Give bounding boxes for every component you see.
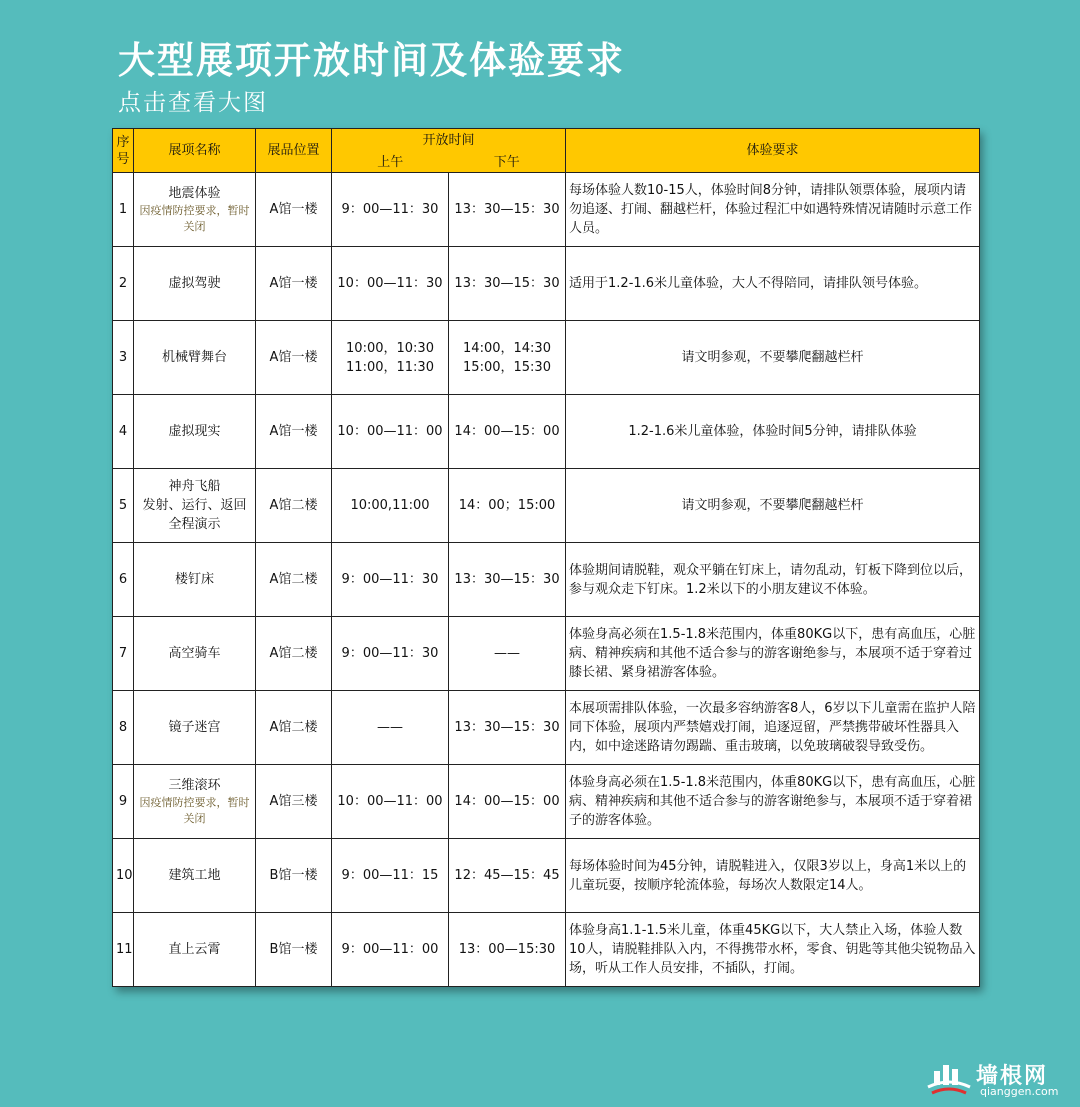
exhibit-name: 楼钉床 — [174, 572, 214, 587]
am-time-cell — [332, 321, 449, 395]
pm-time: 13：30—15：30 — [454, 276, 560, 291]
pm-time: 12：45—15：45 — [454, 868, 560, 883]
exhibit-name: 神舟飞船 发射、运行、返回 全程演示 — [142, 479, 247, 532]
am-time: 9：00—11：30 — [341, 202, 439, 217]
exhibit-name-cell — [134, 247, 256, 321]
am-time-cell — [332, 543, 449, 617]
exhibit-location: A馆二楼 — [256, 691, 332, 765]
pm-time: 13：30—15：30 — [454, 202, 560, 217]
am-time-cell — [332, 395, 449, 469]
exhibit-name-cell — [134, 617, 256, 691]
am-time: 11:00，11:30 — [346, 359, 434, 375]
pm-time-cell — [449, 765, 566, 839]
pm-time: 14:00，14:30 — [463, 340, 551, 356]
row-index: 5 — [113, 469, 134, 543]
exhibit-location: B馆一楼 — [256, 839, 332, 913]
pm-time: 14：00；15:00 — [458, 498, 556, 513]
exhibit-name-cell — [134, 469, 256, 543]
col-header-name: 展项名称 — [134, 129, 256, 173]
experience-requirements: 每场体验人数10-15人，体验时间8分钟，请排队领票体验，展项内请勿追逐、打闹、翻越栏杆，体验过程汇中如遇特殊情况请随时示意工作人员。 — [566, 173, 980, 247]
watermark — [924, 1055, 1074, 1103]
am-time: 10：00—11：00 — [337, 424, 443, 439]
exhibit-name-cell — [134, 765, 256, 839]
am-time: 9：00—11：00 — [341, 942, 439, 957]
experience-requirements: 体验身高必须在1.5-1.8米范围内，体重80KG以下，患有高血压，心脏病、精神疾病和其他不适合参与的游客谢绝参与，本展项不适于穿着过膝长裙、紧身裙游客体验。 — [566, 617, 980, 691]
exhibit-location: A馆一楼 — [256, 173, 332, 247]
pm-time-cell — [449, 913, 566, 987]
am-time-cell — [332, 469, 449, 543]
col-header-open-time: 开放时间 — [332, 129, 566, 153]
experience-requirements: 每场体验时间为45分钟，请脱鞋进入，仅限3岁以上，身高1米以上的儿童玩耍，按顺序轮流体验，每场次人数限定14人。 — [566, 839, 980, 913]
am-time: 10：00—11：30 — [337, 276, 443, 291]
exhibit-name: 地震体验 — [168, 186, 221, 201]
row-index: 10 — [113, 839, 134, 913]
exhibit-name-cell — [134, 395, 256, 469]
watermark-text: 墙根网 — [976, 1064, 1049, 1089]
row-index: 11 — [113, 913, 134, 987]
row-index: 7 — [113, 617, 134, 691]
am-time: 10:00,11:00 — [350, 498, 430, 513]
exhibit-location: A馆一楼 — [256, 321, 332, 395]
pm-time: —— — [494, 646, 520, 661]
experience-requirements: 请文明参观，不要攀爬翻越栏杆 — [566, 321, 980, 395]
exhibit-name-cell — [134, 321, 256, 395]
closure-note: 因疫情防控要求，暂时关闭 — [139, 204, 250, 233]
row-index: 6 — [113, 543, 134, 617]
exhibit-name: 直上云霄 — [168, 942, 221, 957]
exhibit-name: 三维滚环 — [168, 778, 221, 793]
table-row — [113, 469, 980, 543]
am-time: 9：00—11：30 — [341, 572, 439, 587]
exhibit-location: A馆一楼 — [256, 247, 332, 321]
row-index: 8 — [113, 691, 134, 765]
experience-requirements: 适用于1.2-1.6米儿童体验，大人不得陪同，请排队领号体验。 — [566, 247, 980, 321]
pm-time-cell — [449, 691, 566, 765]
pm-time: 15:00，15:30 — [463, 359, 551, 375]
table-row — [113, 395, 980, 469]
am-time: 10:00，10:30 — [346, 340, 434, 356]
pm-time-cell — [449, 839, 566, 913]
col-header-requirements: 体验要求 — [566, 129, 980, 173]
experience-requirements: 体验身高必须在1.5-1.8米范围内，体重80KG以下，患有高血压，心脏病、精神疾病和其他不适合参与的游客谢绝参与，本展项不适于穿着裙子的游客体验。 — [566, 765, 980, 839]
table-row — [113, 691, 980, 765]
experience-requirements: 体验身高1.1-1.5米儿童，体重45KG以下，大人禁止入场，体验人数10人，请脱鞋排队入内，不得携带水杯，零食、钥匙等其他尖锐物品入场，听从工作人员安排，不插队，打闹。 — [566, 913, 980, 987]
watermark-url: qianggen.com — [980, 1085, 1059, 1098]
am-time-cell — [332, 839, 449, 913]
exhibit-name-cell — [134, 543, 256, 617]
table-row — [113, 617, 980, 691]
table-row — [113, 839, 980, 913]
am-time: 10：00—11：00 — [337, 794, 443, 809]
table-row — [113, 247, 980, 321]
exhibit-location: A馆一楼 — [256, 395, 332, 469]
exhibit-name-cell — [134, 173, 256, 247]
row-index: 4 — [113, 395, 134, 469]
pm-time-cell — [449, 469, 566, 543]
col-header-location: 展品位置 — [256, 129, 332, 173]
am-time-cell — [332, 913, 449, 987]
schedule-table-container — [112, 128, 979, 987]
am-time-cell — [332, 247, 449, 321]
experience-requirements: 1.2-1.6米儿童体验，体验时间5分钟，请排队体验 — [566, 395, 980, 469]
experience-requirements: 请文明参观，不要攀爬翻越栏杆 — [566, 469, 980, 543]
row-index: 9 — [113, 765, 134, 839]
experience-requirements: 体验期间请脱鞋，观众平躺在钉床上，请勿乱动，钉板下降到位以后，参与观众走下钉床。1.2米以下的小朋友建议不体验。 — [566, 543, 980, 617]
table-row — [113, 173, 980, 247]
exhibit-location: A馆三楼 — [256, 765, 332, 839]
am-time-cell — [332, 617, 449, 691]
am-time-cell — [332, 691, 449, 765]
pm-time-cell — [449, 321, 566, 395]
skyline-logo-icon — [924, 1057, 974, 1097]
row-index: 1 — [113, 173, 134, 247]
row-index: 2 — [113, 247, 134, 321]
exhibit-name: 镜子迷宫 — [168, 720, 221, 735]
row-index: 3 — [113, 321, 134, 395]
pm-time-cell — [449, 617, 566, 691]
am-time-cell — [332, 173, 449, 247]
exhibit-name-cell — [134, 691, 256, 765]
table-row — [113, 321, 980, 395]
exhibit-name-cell — [134, 839, 256, 913]
pm-time: 13：30—15：30 — [454, 572, 560, 587]
pm-time: 14：00—15：00 — [454, 794, 560, 809]
pm-time-cell — [449, 543, 566, 617]
pm-time-cell — [449, 173, 566, 247]
am-time: —— — [377, 720, 403, 735]
schedule-table-body — [113, 173, 980, 987]
am-time-cell — [332, 765, 449, 839]
exhibit-name: 虚拟现实 — [168, 424, 221, 439]
pm-time: 14：00—15：00 — [454, 424, 560, 439]
exhibit-name: 机械臂舞台 — [161, 350, 227, 365]
pm-time-cell — [449, 395, 566, 469]
exhibit-name: 虚拟驾驶 — [168, 276, 221, 291]
table-row — [113, 543, 980, 617]
schedule-table — [112, 128, 980, 987]
closure-note: 因疫情防控要求，暂时关闭 — [139, 796, 250, 825]
col-header-am: 上午 — [332, 152, 449, 173]
am-time: 9：00—11：30 — [341, 646, 439, 661]
pm-time: 13：30—15：30 — [454, 720, 560, 735]
table-row — [113, 765, 980, 839]
am-time: 9：00—11：15 — [341, 868, 439, 883]
page-title: 大型展项开放时间及体验要求 — [118, 39, 625, 82]
exhibit-location: A馆二楼 — [256, 469, 332, 543]
exhibit-name-cell — [134, 913, 256, 987]
col-header-index: 序号 — [113, 129, 134, 173]
exhibit-name: 高空骑车 — [168, 646, 221, 661]
exhibit-name: 建筑工地 — [168, 868, 221, 883]
exhibit-location: A馆二楼 — [256, 617, 332, 691]
page-subtitle[interactable]: 点击查看大图 — [118, 90, 268, 116]
pm-time: 13：00—15:30 — [458, 942, 556, 957]
table-row — [113, 913, 980, 987]
experience-requirements: 本展项需排队体验，一次最多容纳游客8人，6岁以下儿童需在监护人陪同下体验，展项内严禁嬉戏打闹，追逐逗留，严禁携带破坏性器具入内，如中途迷路请勿踢踹、重击玻璃，以免玻璃破裂导致受伤。 — [566, 691, 980, 765]
col-header-pm: 下午 — [449, 152, 566, 173]
exhibit-location: B馆一楼 — [256, 913, 332, 987]
exhibit-location: A馆二楼 — [256, 543, 332, 617]
pm-time-cell — [449, 247, 566, 321]
